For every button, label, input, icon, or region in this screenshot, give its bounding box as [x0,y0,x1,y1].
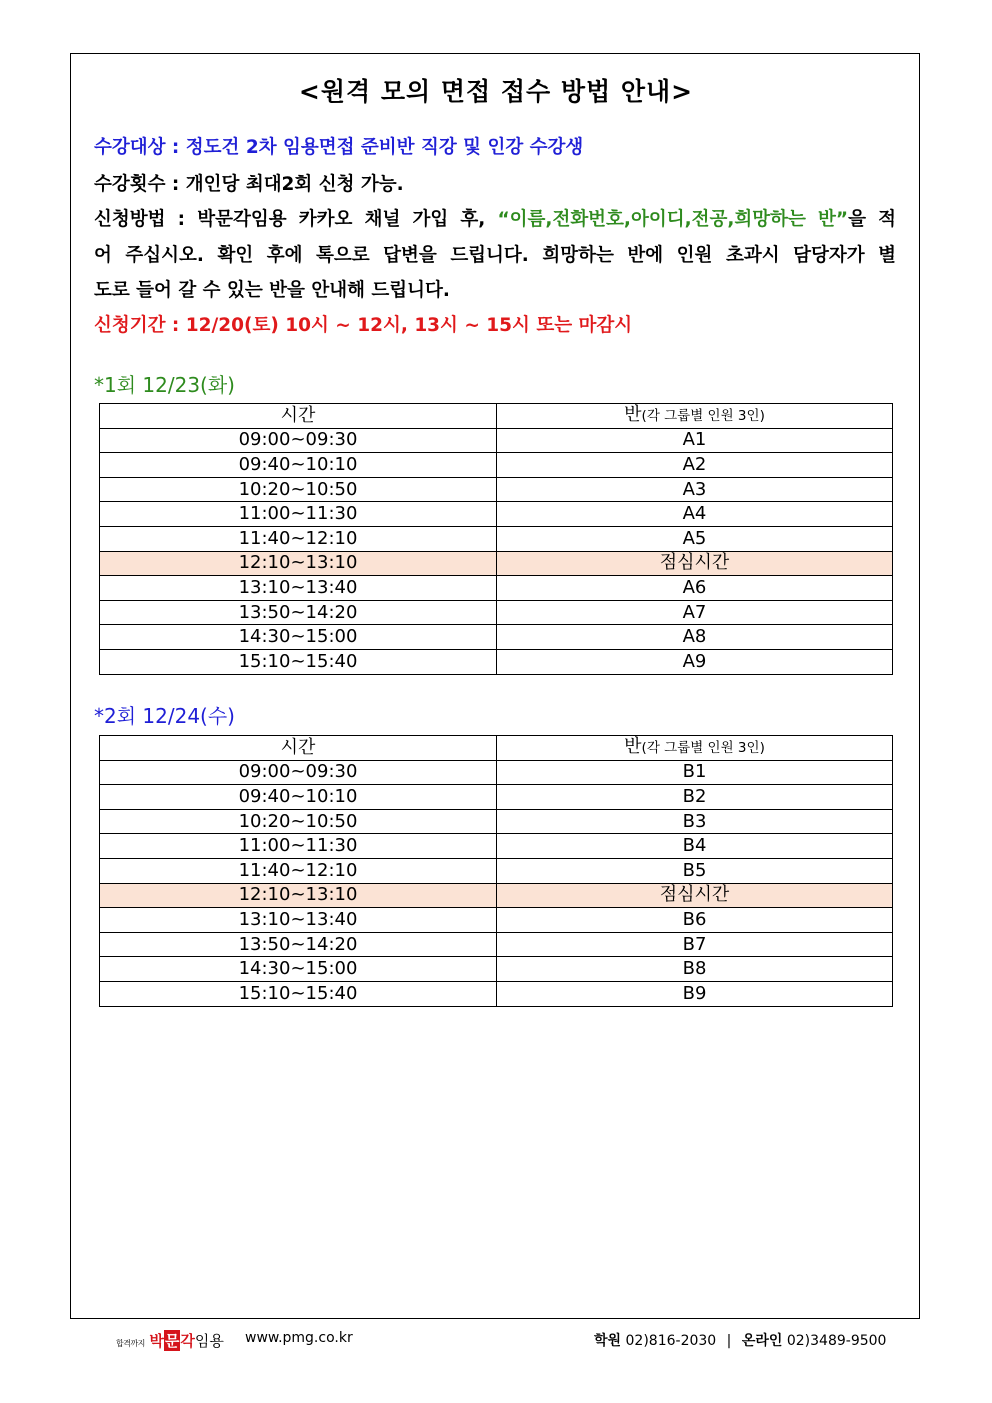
class-cell: A5 [497,526,893,551]
method-line-3: 도로 들어 갈 수 있는 반을 안내해 드립니다. [94,280,450,301]
table-row [100,453,893,478]
class-cell: A3 [497,477,893,502]
table-row [100,428,893,453]
time-header: 시간 [100,404,497,429]
session-1-table [99,403,893,675]
class-cell: A9 [497,649,893,674]
time-cell: 10:20~10:50 [100,477,497,502]
time-cell: 14:30~15:00 [100,625,497,650]
logo-tagline: 합격까지 [116,1339,145,1348]
class-cell: 점심시간 [497,883,893,908]
time-cell: 09:40~10:10 [100,453,497,478]
class-cell: B3 [497,809,893,834]
class-cell: A8 [497,625,893,650]
time-cell: 14:30~15:00 [100,957,497,982]
table-row [100,649,893,674]
table-row [100,576,893,601]
method-highlight: “이름,전화번호,아이디,전공,희망하는 반” [497,209,849,230]
table-row [100,502,893,527]
class-cell: A6 [497,576,893,601]
time-cell: 12:10~13:10 [100,551,497,576]
class-cell: 점심시간 [497,551,893,576]
online-phone: 02)3489-9500 [786,1333,887,1349]
table-row [100,883,893,908]
class-header [497,404,893,429]
time-cell: 12:10~13:10 [100,883,497,908]
method-line-2: 어 주십시오. 확인 후에 톡으로 답변을 드립니다. 희망하는 반에 인원 초과시 담당자가 별 [94,245,896,266]
logo-park: 박 [149,1332,164,1350]
logo-gak: 각 [180,1332,195,1350]
class-cell: B6 [497,908,893,933]
logo-mun: 문 [164,1332,180,1350]
table-row [100,858,893,883]
class-header-main: 반 [624,736,642,758]
time-cell: 09:00~09:30 [100,760,497,785]
session-2-table [99,735,893,1007]
time-cell: 13:10~13:40 [100,576,497,601]
table-row [100,760,893,785]
method-prefix: 신청방법 : 박문각임용 카카오 채널 가입 후, [94,209,498,230]
session-2-title: *2회 12/24(수) [94,704,235,728]
class-header-note: (각 그룹별 인원 3인) [641,740,765,757]
online-label: 온라인 [741,1333,783,1349]
table-row [100,932,893,957]
class-cell: A4 [497,502,893,527]
table-row [100,625,893,650]
table-header-row [100,736,893,761]
time-cell: 13:50~14:20 [100,600,497,625]
table-row [100,809,893,834]
footer-contact [594,1330,886,1350]
time-cell: 11:00~11:30 [100,834,497,859]
class-cell: A2 [497,453,893,478]
table-row [100,908,893,933]
time-cell: 10:20~10:50 [100,809,497,834]
time-cell: 11:40~12:10 [100,526,497,551]
class-cell: B7 [497,932,893,957]
time-cell: 11:40~12:10 [100,858,497,883]
class-header [497,736,893,761]
time-cell: 09:40~10:10 [100,785,497,810]
table-row [100,600,893,625]
class-header-note: (각 그룹별 인원 3인) [641,408,765,425]
table-row [100,785,893,810]
session-1-title: *1회 12/23(화) [94,373,235,397]
academy-phone: 02)816-2030 [625,1333,717,1349]
table-row [100,957,893,982]
class-cell: B5 [497,858,893,883]
period-line: 신청기간 : 12/20(토) 10시 ~ 12시, 13시 ~ 15시 또는 마감시 [94,315,633,336]
target-line: 수강대상 : 정도건 2차 임용면접 준비반 직강 및 인강 수강생 [94,137,584,158]
method-line-1 [94,205,896,231]
class-header-main: 반 [624,404,642,426]
time-cell: 09:00~09:30 [100,428,497,453]
table-row [100,834,893,859]
class-cell: B9 [497,981,893,1006]
class-cell: B8 [497,957,893,982]
class-cell: A1 [497,428,893,453]
table-row [100,981,893,1006]
footer-website[interactable]: www.pmg.co.kr [245,1330,353,1346]
table-row [100,477,893,502]
time-cell: 13:10~13:40 [100,908,497,933]
time-cell: 11:00~11:30 [100,502,497,527]
table-row [100,551,893,576]
table-row [100,526,893,551]
page-title: <원격 모의 면접 접수 방법 안내> [298,77,694,106]
method-suffix: 을 적 [848,209,897,230]
time-cell: 15:10~15:40 [100,649,497,674]
time-header: 시간 [100,736,497,761]
class-cell: B4 [497,834,893,859]
class-cell: B1 [497,760,893,785]
class-cell: B2 [497,785,893,810]
class-cell: A7 [497,600,893,625]
contact-separator: | [726,1333,732,1349]
table-header-row [100,404,893,429]
academy-label: 학원 [594,1333,622,1349]
time-cell: 13:50~14:20 [100,932,497,957]
count-line: 수강횟수 : 개인당 최대2회 신청 가능. [94,174,404,195]
time-cell: 15:10~15:40 [100,981,497,1006]
footer-logo [116,1330,224,1351]
logo-imyong: 임용 [194,1332,224,1350]
